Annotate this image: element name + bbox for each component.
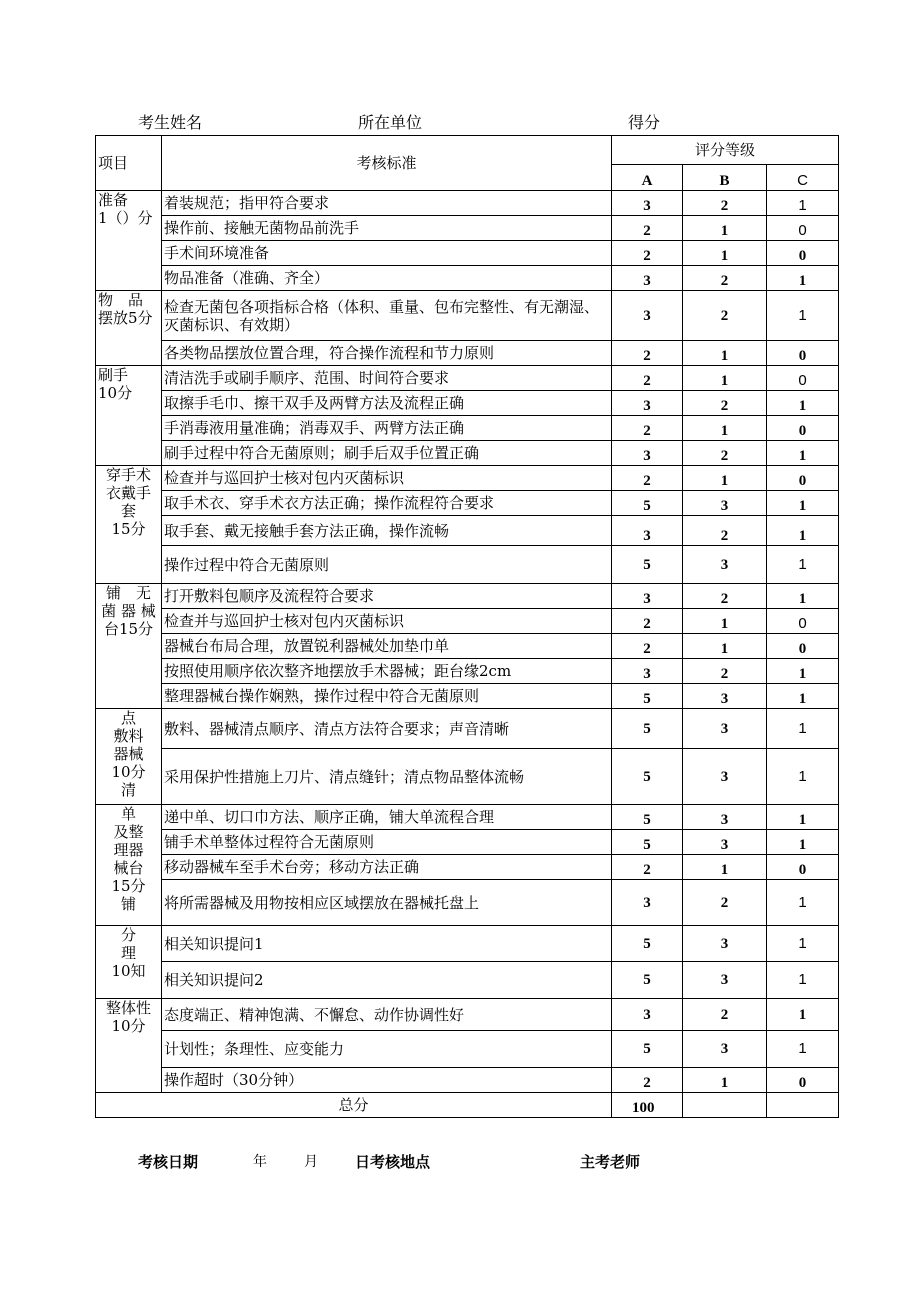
score-a: 5	[612, 926, 683, 962]
table-row	[96, 830, 839, 855]
score-a: 2	[612, 216, 683, 241]
criterion-text: 整理器械台操作娴熟，操作过程中符合无菌原则	[162, 684, 612, 709]
criterion-text: 检查无菌包各项指标合格（体积、重量、包布完整性、有无潮湿、灭菌标识、有效期）	[162, 291, 612, 341]
table-row	[96, 926, 839, 962]
section-title	[96, 999, 162, 1093]
year-label: 年	[253, 1154, 267, 1170]
table-row	[96, 634, 839, 659]
table-row	[96, 216, 839, 241]
score-a: 5	[612, 546, 683, 584]
section-title-line: 1（）分	[98, 209, 153, 227]
score-c: 1	[767, 709, 839, 749]
score-b: 3	[683, 962, 767, 999]
score-a: 3	[612, 584, 683, 609]
month-label: 月	[304, 1154, 318, 1170]
table-row	[96, 684, 839, 709]
criterion-text: 清洁洗手或刷手顺序、范围、时间符合要求	[162, 366, 612, 391]
criterion-text: 采用保护性措施上刀片、清点缝针；清点物品整体流畅	[162, 749, 612, 805]
score-b: 2	[683, 266, 767, 291]
section-title-line: 铺 无	[105, 584, 151, 602]
score-c: 1	[767, 584, 839, 609]
criterion-text: 取擦手毛巾、擦干双手及两臂方法及流程正确	[162, 391, 612, 416]
table-row	[96, 291, 839, 341]
score-c: 1	[767, 684, 839, 709]
table-row	[96, 659, 839, 684]
score-b: 1	[683, 216, 767, 241]
score-b: 2	[683, 191, 767, 216]
score-c: 1	[767, 191, 839, 216]
score-b: 2	[683, 659, 767, 684]
score-b: 1	[683, 855, 767, 880]
criterion-text: 着装规范；指甲符合要求	[162, 191, 612, 216]
section-title-line: 及整	[113, 823, 144, 841]
total-row	[96, 1093, 839, 1118]
examiner-label: 主考老师	[580, 1153, 641, 1171]
section-title-line: 衣戴手	[105, 484, 151, 502]
criterion-text: 操作前、接触无菌物品前洗手	[162, 216, 612, 241]
score-b: 2	[683, 880, 767, 926]
column-header-item: 项目	[96, 136, 162, 191]
score-b: 3	[683, 546, 767, 584]
section-title-line: 10分	[111, 763, 146, 781]
score-a: 5	[612, 962, 683, 999]
score-b: 3	[683, 684, 767, 709]
score-c: 1	[767, 659, 839, 684]
score-b: 1	[683, 1068, 767, 1093]
section-title-line: 10分	[111, 1017, 146, 1035]
section-title-line: 10知	[111, 962, 146, 980]
score-b: 3	[683, 749, 767, 805]
score-b: 3	[683, 926, 767, 962]
section-title-line: 15分	[111, 877, 146, 895]
score-b: 2	[683, 584, 767, 609]
criterion-text: 刷手过程中符合无菌原则；刷手后双手位置正确	[162, 441, 612, 466]
score-a: 2	[612, 466, 683, 491]
table-row	[96, 546, 839, 584]
section-title-line: 物 品	[98, 291, 144, 309]
score-c: 1	[767, 1031, 839, 1068]
score-a: 2	[612, 416, 683, 441]
table-row	[96, 609, 839, 634]
criterion-text: 手术间环境准备	[162, 241, 612, 266]
table-row	[96, 999, 839, 1031]
section-title	[96, 291, 162, 366]
criterion-text: 操作超时（30分钟）	[162, 1068, 612, 1093]
criterion-text: 检查并与巡回护士核对包内灭菌标识	[162, 609, 612, 634]
table-row	[96, 341, 839, 366]
section-title	[96, 191, 162, 291]
score-c: 0	[767, 341, 839, 366]
score-c: 1	[767, 266, 839, 291]
section-title-line: 刷手	[98, 366, 129, 384]
score-c: 1	[767, 880, 839, 926]
table-row	[96, 855, 839, 880]
criterion-text: 态度端正、精神饱满、不懈怠、动作协调性好	[162, 999, 612, 1031]
score-c: 1	[767, 999, 839, 1031]
score-c: 1	[767, 926, 839, 962]
score-a: 5	[612, 1031, 683, 1068]
column-header-standard: 考核标准	[162, 136, 612, 191]
score-b: 1	[683, 366, 767, 391]
section-title-line: 理	[120, 944, 136, 962]
table-row	[96, 709, 839, 749]
table-row	[96, 1031, 839, 1068]
total-c-cell	[767, 1093, 839, 1118]
score-b: 3	[683, 491, 767, 516]
score-a: 5	[612, 709, 683, 749]
section-title	[96, 805, 162, 926]
score-b: 1	[683, 241, 767, 266]
section-title-line: 械台	[113, 859, 144, 877]
score-c: 1	[767, 516, 839, 546]
score-b: 1	[683, 609, 767, 634]
table-row	[96, 962, 839, 999]
score-b: 2	[683, 391, 767, 416]
criterion-text: 各类物品摆放位置合理，符合操作流程和节力原则	[162, 341, 612, 366]
section-title	[96, 926, 162, 999]
criterion-text: 手消毒液用量准确；消毒双手、两臂方法正确	[162, 416, 612, 441]
section-title-line: 准备	[98, 191, 129, 209]
criterion-text: 计划性；条理性、应变能力	[162, 1031, 612, 1068]
score-a: 3	[612, 516, 683, 546]
criterion-text: 器械台布局合理，放置锐利器械处加垫巾单	[162, 634, 612, 659]
column-header-grade: 评分等级	[612, 136, 839, 165]
score-c: 1	[767, 749, 839, 805]
section-title-line: 整体性	[105, 999, 151, 1017]
total-label: 总分	[96, 1093, 612, 1118]
unit-label: 所在单位	[358, 113, 423, 132]
table-row	[96, 416, 839, 441]
score-a: 3	[612, 391, 683, 416]
score-a: 3	[612, 659, 683, 684]
section-title-line: 点	[120, 709, 136, 727]
examinee-name-label: 考生姓名	[138, 113, 203, 132]
score-c: 0	[767, 855, 839, 880]
section-title-line: 摆放5分	[98, 309, 153, 327]
section-title	[96, 466, 162, 584]
section-title-line: 分	[120, 926, 136, 944]
criterion-text: 取手术衣、穿手术衣方法正确；操作流程符合要求	[162, 491, 612, 516]
score-a: 3	[612, 266, 683, 291]
score-a: 2	[612, 855, 683, 880]
criterion-text: 铺手术单整体过程符合无菌原则	[162, 830, 612, 855]
score-a: 5	[612, 491, 683, 516]
score-a: 2	[612, 341, 683, 366]
score-c: 0	[767, 366, 839, 391]
score-a: 2	[612, 609, 683, 634]
score-c: 1	[767, 291, 839, 341]
score-b: 3	[683, 709, 767, 749]
table-row	[96, 880, 839, 926]
criterion-text: 递中单、切口巾方法、顺序正确，铺大单流程合理	[162, 805, 612, 830]
score-c: 1	[767, 441, 839, 466]
assessment-table	[95, 135, 839, 1118]
criterion-text: 操作过程中符合无菌原则	[162, 546, 612, 584]
section-title-line: 菌 器 械	[101, 602, 156, 620]
criterion-text: 相关知识提问2	[162, 962, 612, 999]
score-a: 2	[612, 366, 683, 391]
section-title-line: 15分	[111, 520, 146, 538]
score-b: 1	[683, 341, 767, 366]
score-a: 3	[612, 999, 683, 1031]
table-row	[96, 805, 839, 830]
score-b: 2	[683, 516, 767, 546]
table-row	[96, 749, 839, 805]
criterion-text: 将所需器械及用物按相应区域摆放在器械托盘上	[162, 880, 612, 926]
table-row	[96, 391, 839, 416]
section-title-line: 器械	[113, 745, 144, 763]
criterion-text: 移动器械车至手术台旁；移动方法正确	[162, 855, 612, 880]
score-b: 1	[683, 416, 767, 441]
score-a: 5	[612, 749, 683, 805]
score-c: 0	[767, 241, 839, 266]
date-label: 考核日期	[138, 1153, 199, 1171]
section-title	[96, 584, 162, 709]
score-b: 2	[683, 999, 767, 1031]
section-title-line: 台15分	[103, 620, 154, 638]
table-row	[96, 584, 839, 609]
score-c: 1	[767, 830, 839, 855]
section-title-line: 穿手术	[105, 466, 151, 484]
criterion-text: 取手套、戴无接触手套方法正确，操作流畅	[162, 516, 612, 546]
section-title-line: 理器	[113, 841, 144, 859]
score-c: 0	[767, 416, 839, 441]
criterion-text: 检查并与巡回护士核对包内灭菌标识	[162, 466, 612, 491]
score-c: 0	[767, 216, 839, 241]
section-title-line: 清	[120, 781, 136, 799]
section-title	[96, 366, 162, 466]
section-title-line: 单	[120, 805, 136, 823]
score-b: 1	[683, 466, 767, 491]
table-row	[96, 366, 839, 391]
grade-c-header: C	[767, 165, 839, 191]
grade-a-header: A	[612, 165, 683, 191]
score-a: 2	[612, 241, 683, 266]
table-row	[96, 491, 839, 516]
score-c: 0	[767, 466, 839, 491]
section-title-line: 10分	[98, 384, 133, 402]
score-a: 5	[612, 830, 683, 855]
score-a: 2	[612, 634, 683, 659]
criterion-text: 相关知识提问1	[162, 926, 612, 962]
score-a: 3	[612, 291, 683, 341]
place-label: 日考核地点	[355, 1153, 431, 1171]
score-c: 0	[767, 634, 839, 659]
table-row	[96, 191, 839, 216]
score-b: 2	[683, 441, 767, 466]
score-b: 3	[683, 830, 767, 855]
grade-b-header: B	[683, 165, 767, 191]
score-a: 2	[612, 1068, 683, 1093]
score-c: 1	[767, 546, 839, 584]
table-row	[96, 516, 839, 546]
total-b-cell	[683, 1093, 767, 1118]
criterion-text: 按照使用顺序依次整齐地摆放手术器械；距台缘2cm	[162, 659, 612, 684]
criterion-text: 敷料、器械清点顺序、清点方法符合要求；声音清晰	[162, 709, 612, 749]
table-row	[96, 1068, 839, 1093]
score-a: 3	[612, 441, 683, 466]
score-c: 1	[767, 962, 839, 999]
score-c: 0	[767, 1068, 839, 1093]
section-title-line: 敷料	[113, 727, 144, 745]
section-title	[96, 709, 162, 805]
score-b: 1	[683, 634, 767, 659]
score-c: 1	[767, 805, 839, 830]
score-b: 3	[683, 805, 767, 830]
score-a: 5	[612, 805, 683, 830]
score-c: 1	[767, 391, 839, 416]
total-value: 100	[612, 1093, 683, 1118]
score-c: 1	[767, 491, 839, 516]
criterion-text: 打开敷料包顺序及流程符合要求	[162, 584, 612, 609]
section-title-line: 铺	[120, 895, 136, 913]
table-row	[96, 466, 839, 491]
score-a: 3	[612, 880, 683, 926]
score-b: 2	[683, 291, 767, 341]
score-b: 3	[683, 1031, 767, 1068]
score-label: 得分	[628, 113, 661, 132]
section-title-line: 套	[120, 502, 136, 520]
table-row	[96, 241, 839, 266]
score-c: 0	[767, 609, 839, 634]
score-a: 3	[612, 191, 683, 216]
table-row	[96, 441, 839, 466]
criterion-text: 物品准备（准确、齐全）	[162, 266, 612, 291]
score-a: 5	[612, 684, 683, 709]
table-row	[96, 266, 839, 291]
